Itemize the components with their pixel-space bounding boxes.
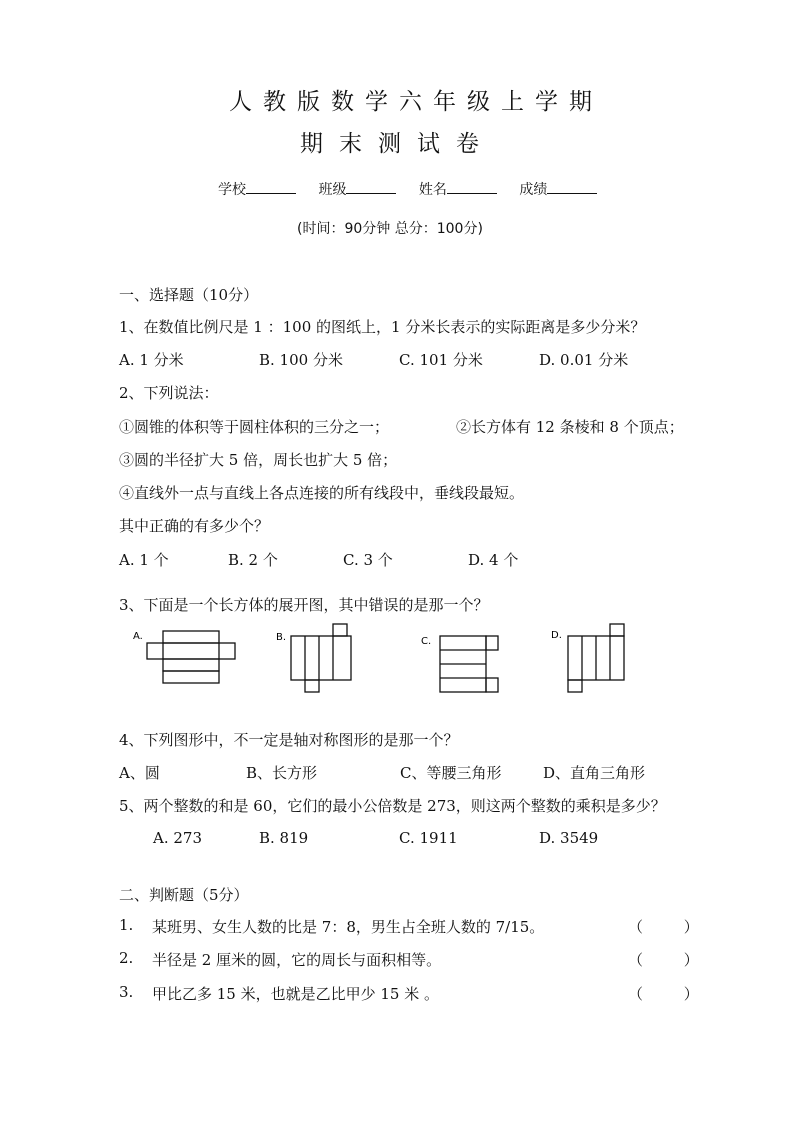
- q1-option-b: B. 100 分米: [259, 351, 343, 369]
- net-b-label: B.: [276, 632, 287, 643]
- tf-item-1-text: 某班男、女生人数的比是 7：8，男生占全班人数的 7/15。: [152, 918, 545, 936]
- q5-option-b: B. 819: [259, 829, 309, 847]
- q2-stem: 2、下列说法：: [119, 384, 219, 402]
- tf-item-2-answer[interactable]: （ ）: [628, 951, 717, 969]
- net-c: [440, 636, 498, 692]
- q3-stem: 3、下面是一个长方体的展开图，其中错误的是那一个？: [119, 596, 489, 614]
- q2-option-d: D. 4 个: [468, 551, 519, 569]
- q4-stem: 4、下列图形中，不一定是轴对称图形的是那一个？: [119, 731, 459, 749]
- q1-option-a: A. 1 分米: [119, 351, 184, 369]
- q2-statement-3: ③圆的半径扩大 5 倍，周长也扩大 5 倍；: [119, 451, 398, 469]
- tf-item-2-num: 2.: [119, 949, 134, 967]
- q5-stem: 5、两个整数的和是 60，它们的最小公倍数是 273，则这两个整数的乘积是多少？: [119, 797, 666, 815]
- time-info: (时间：90分钟 总分：100分): [297, 221, 483, 237]
- tf-item-3-answer[interactable]: （ ）: [628, 985, 717, 1003]
- name-label: 姓名: [418, 182, 447, 198]
- net-d: [568, 624, 624, 692]
- tf-item-1-answer[interactable]: （ ）: [628, 918, 717, 936]
- tf-item-3-num: 3.: [119, 983, 134, 1001]
- q4-option-b: B、长方形: [246, 764, 318, 782]
- exam-title-line1: 人教版数学六年级上学期: [229, 89, 603, 115]
- q2-option-c: C. 3 个: [343, 551, 393, 569]
- q5-option-d: D. 3549: [539, 829, 599, 847]
- q2-statement-2: ②长方体有 12 条棱和 8 个顶点；: [456, 418, 684, 436]
- net-b: [291, 624, 351, 692]
- q1-option-c: C. 101 分米: [399, 351, 483, 369]
- section1-heading: 一、选择题（10分）: [119, 286, 259, 304]
- exam-title-line2: 期末测试卷: [300, 131, 495, 157]
- q2-ask: 其中正确的有多少个？: [119, 517, 270, 535]
- q4-option-d: D、直角三角形: [543, 764, 646, 782]
- net-a-label: A.: [133, 631, 143, 642]
- tf-item-3-text: 甲比乙多 15 米，也就是乙比甲少 15 米 。: [152, 985, 440, 1003]
- tf-item-1-num: 1.: [119, 916, 134, 934]
- q1-option-d: D. 0.01 分米: [539, 351, 629, 369]
- q2-option-b: B. 2 个: [228, 551, 278, 569]
- q1-stem: 1、在数值比例尺是 1 ：100 的图纸上，1 分米长表示的实际距离是多少分米？: [119, 318, 646, 336]
- q2-statement-1: ①圆锥的体积等于圆柱体积的三分之一；: [119, 418, 390, 436]
- q2-statement-4: ④直线外一点与直线上各点连接的所有线段中，垂线段最短。: [119, 484, 525, 502]
- school-label: 学校: [218, 182, 246, 198]
- q4-option-c: C、等腰三角形: [400, 764, 502, 782]
- score-label: 成绩: [519, 182, 548, 198]
- q5-option-a: A. 273: [153, 829, 202, 847]
- net-d-label: D.: [551, 630, 562, 641]
- q5-option-c: C. 1911: [399, 829, 458, 847]
- class-label: 班级: [318, 182, 347, 198]
- q2-option-a: A. 1 个: [119, 551, 169, 569]
- net-a: [147, 631, 235, 683]
- tf-item-2-text: 半径是 2 厘米的圆，它的周长与面积相等。: [152, 951, 442, 969]
- net-c-label: C.: [421, 636, 432, 647]
- section2-heading: 二、判断题（5分）: [119, 886, 249, 904]
- q4-option-a: A、圆: [119, 764, 160, 782]
